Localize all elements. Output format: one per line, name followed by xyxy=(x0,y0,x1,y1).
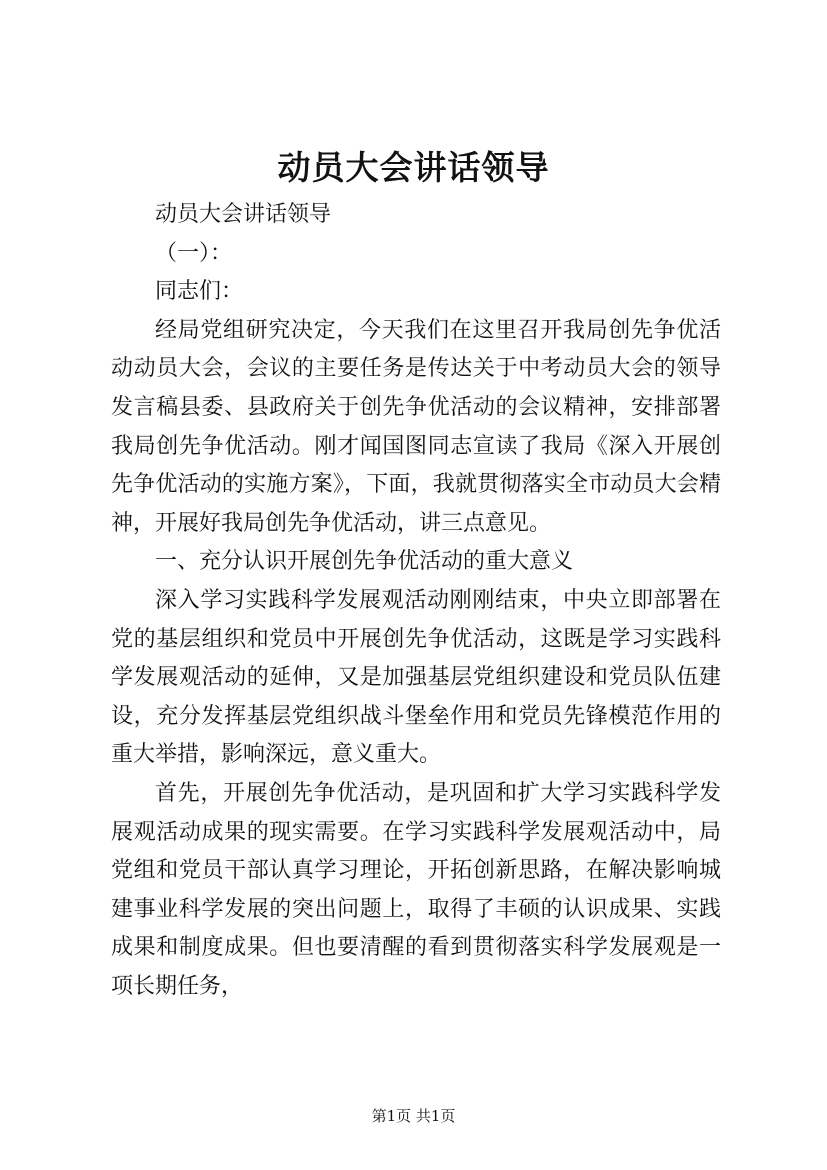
paragraph-first-point: 首先，开展创先争优活动，是巩固和扩大学习实践科学发展观活动成果的现实需要。在学习实践科学发展观活动中，局党组和党员干部认真学习理论，开拓创新思路，在解决影响城建事业科学发展的突出问题上，取得了丰硕的认识成果、实践成果和制度成果。但也要清醒的看到贯彻落实科学发展观是一项长期任务， xyxy=(111,780,721,999)
paragraph-salutation: 同志们： xyxy=(155,279,244,305)
paragraph-subtitle: 动员大会讲话领导 xyxy=(155,202,332,227)
paragraph-significance: 深入学习实践科学发展观活动刚刚结束，中央立即部署在党的基层组织和党员中开展创先争优活动，这既是学习实践科学发展观活动的延伸，又是加强基层党组织建设和党员队伍建设，充分发挥基层党组织战斗堡垒作用和党员先锋模范作用的重大举措，影响深远，意义重大。 xyxy=(111,587,721,768)
paragraph-intro: 经局党组研究决定，今天我们在这里召开我局创先争优活动动员大会，会议的主要任务是传达关于中考动员大会的领导发言稿县委、县政府关于创先争优活动的会议精神，安排部署我局创先争优活动。刚才闻国图同志宣读了我局《深入开展创先争优活动的实施方案》，下面，我就贯彻落实全市动员大会精神，开展好我局创先争优活动，讲三点意见。 xyxy=(111,317,721,536)
paragraph-section-number: （一）： xyxy=(155,240,233,266)
paragraph-heading-one: 一、充分认识开展创先争优活动的重大意义 xyxy=(155,549,574,575)
page-footer: 第1页 共1页 xyxy=(371,1107,456,1125)
document-title: 动员大会讲话领导 xyxy=(277,148,550,187)
document-body xyxy=(111,196,721,1006)
